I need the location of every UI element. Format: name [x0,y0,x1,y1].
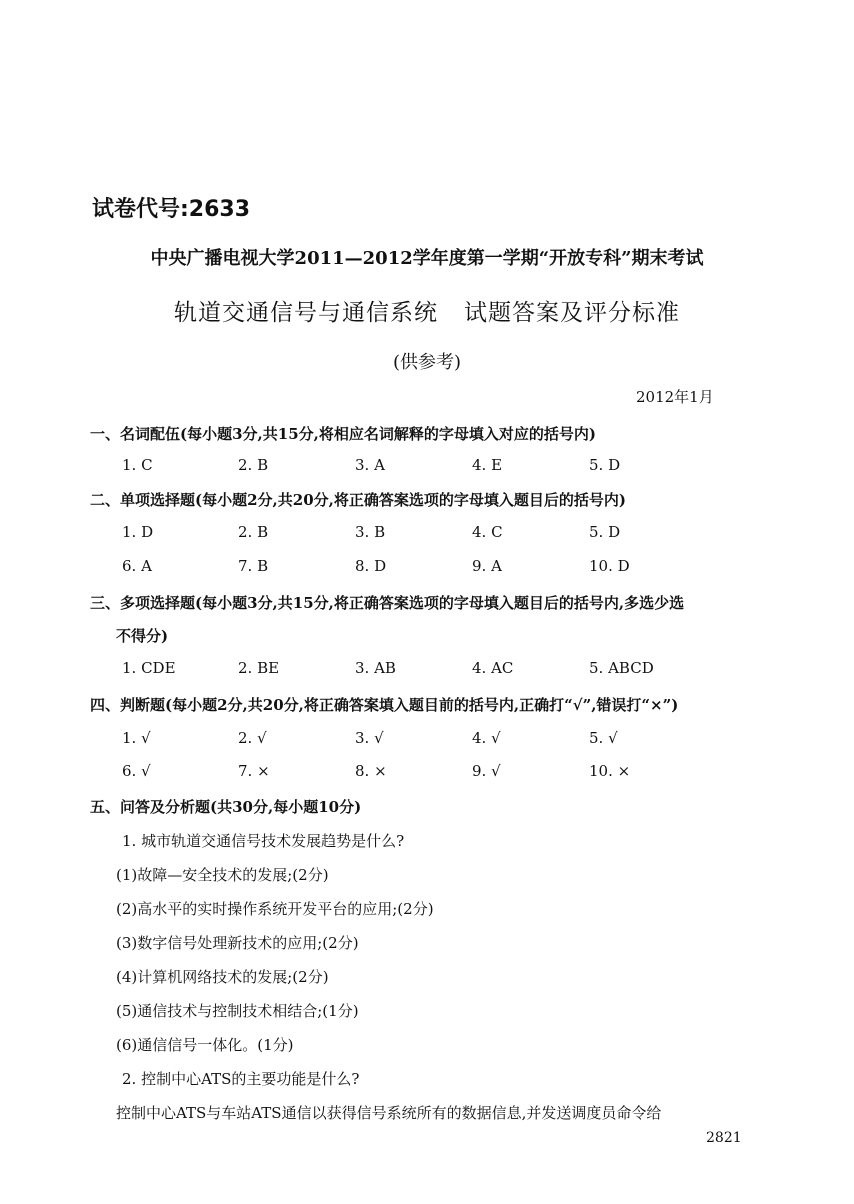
answer-item: 7. B [238,557,269,575]
answer-line: (2)高水平的实时操作系统开发平台的应用;(2分) [116,900,434,918]
section-5-title: 五、问答及分析题(共30分,每小题10分) [90,798,362,816]
answer-item: 1. CDE [122,659,176,677]
section-2-title: 二、单项选择题(每小题2分,共20分,将正确答案选项的字母填入题目后的括号内) [90,491,626,509]
answer-item: 3. A [355,456,385,474]
title-type: 试题答案及评分标准 [464,300,680,326]
answer-line: (4)计算机网络技术的发展;(2分) [116,968,329,986]
document-title [0,294,854,327]
answer-item: 2. √ [238,729,267,747]
answer-item: 8. × [355,762,387,780]
answer-item: 1. D [122,523,154,541]
answer-item: 5. D [589,523,621,541]
answer-item: 4. C [472,523,503,541]
answer-line: (6)通信信号一体化。(1分) [116,1036,294,1054]
reference-note: (供参考) [392,352,462,373]
answer-row [0,557,854,579]
answer-item: 7. × [238,762,270,780]
answer-item: 9. A [472,557,502,575]
answer-item: 2. B [238,456,269,474]
answer-item: 4. √ [472,729,501,747]
section-1-title: 一、名词配伍(每小题3分,共15分,将相应名词解释的字母填入对应的括号内) [90,425,596,443]
answer-item: 4. E [472,456,503,474]
answer-item: 8. D [355,557,387,575]
page-number: 2821 [706,1130,742,1146]
answer-item: 1. √ [122,729,151,747]
answer-row [0,659,854,681]
answer-line: (1)故障—安全技术的发展;(2分) [116,866,329,884]
answer-paragraph: 控制中心ATS与车站ATS通信以获得信号系统所有的数据信息,并发送调度员命令给 [116,1104,662,1122]
answer-item: 2. BE [238,659,280,677]
answer-item: 6. √ [122,762,151,780]
answer-row [0,523,854,545]
answer-item: 5. ABCD [589,659,654,677]
section-4-title: 四、判断题(每小题2分,共20分,将正确答案填入题目前的括号内,正确打“√”,错误打“×”) [90,696,679,714]
answer-line: (3)数字信号处理新技术的应用;(2分) [116,934,359,952]
answer-row [0,456,854,478]
answer-item: 3. B [355,523,386,541]
answer-item: 6. A [122,557,152,575]
answer-item: 1. C [122,456,153,474]
answer-item: 5. D [589,456,621,474]
answer-item: 4. AC [472,659,514,677]
answer-item: 9. √ [472,762,501,780]
section-3-title: 三、多项选择题(每小题3分,共15分,将正确答案选项的字母填入题目后的括号内,多选少选 [90,594,685,612]
exam-header: 中央广播电视大学2011—2012学年度第一学期“开放专科”期末考试 [150,248,704,269]
answer-item: 2. B [238,523,269,541]
exam-code: 试卷代号:2633 [92,197,251,222]
answer-item: 10. × [589,762,631,780]
answer-item: 3. √ [355,729,384,747]
answer-item: 10. D [589,557,630,575]
section-3-title-continued: 不得分) [116,627,169,645]
exam-date: 2012年1月 [636,388,714,406]
answer-item: 5. √ [589,729,618,747]
answer-row [0,729,854,751]
question-1: 1. 城市轨道交通信号技术发展趋势是什么? [122,832,405,850]
title-subject: 轨道交通信号与通信系统 [174,300,438,326]
question-2: 2. 控制中心ATS的主要功能是什么? [122,1070,360,1088]
answer-line: (5)通信技术与控制技术相结合;(1分) [116,1002,359,1020]
answer-row [0,762,854,784]
answer-item: 3. AB [355,659,396,677]
